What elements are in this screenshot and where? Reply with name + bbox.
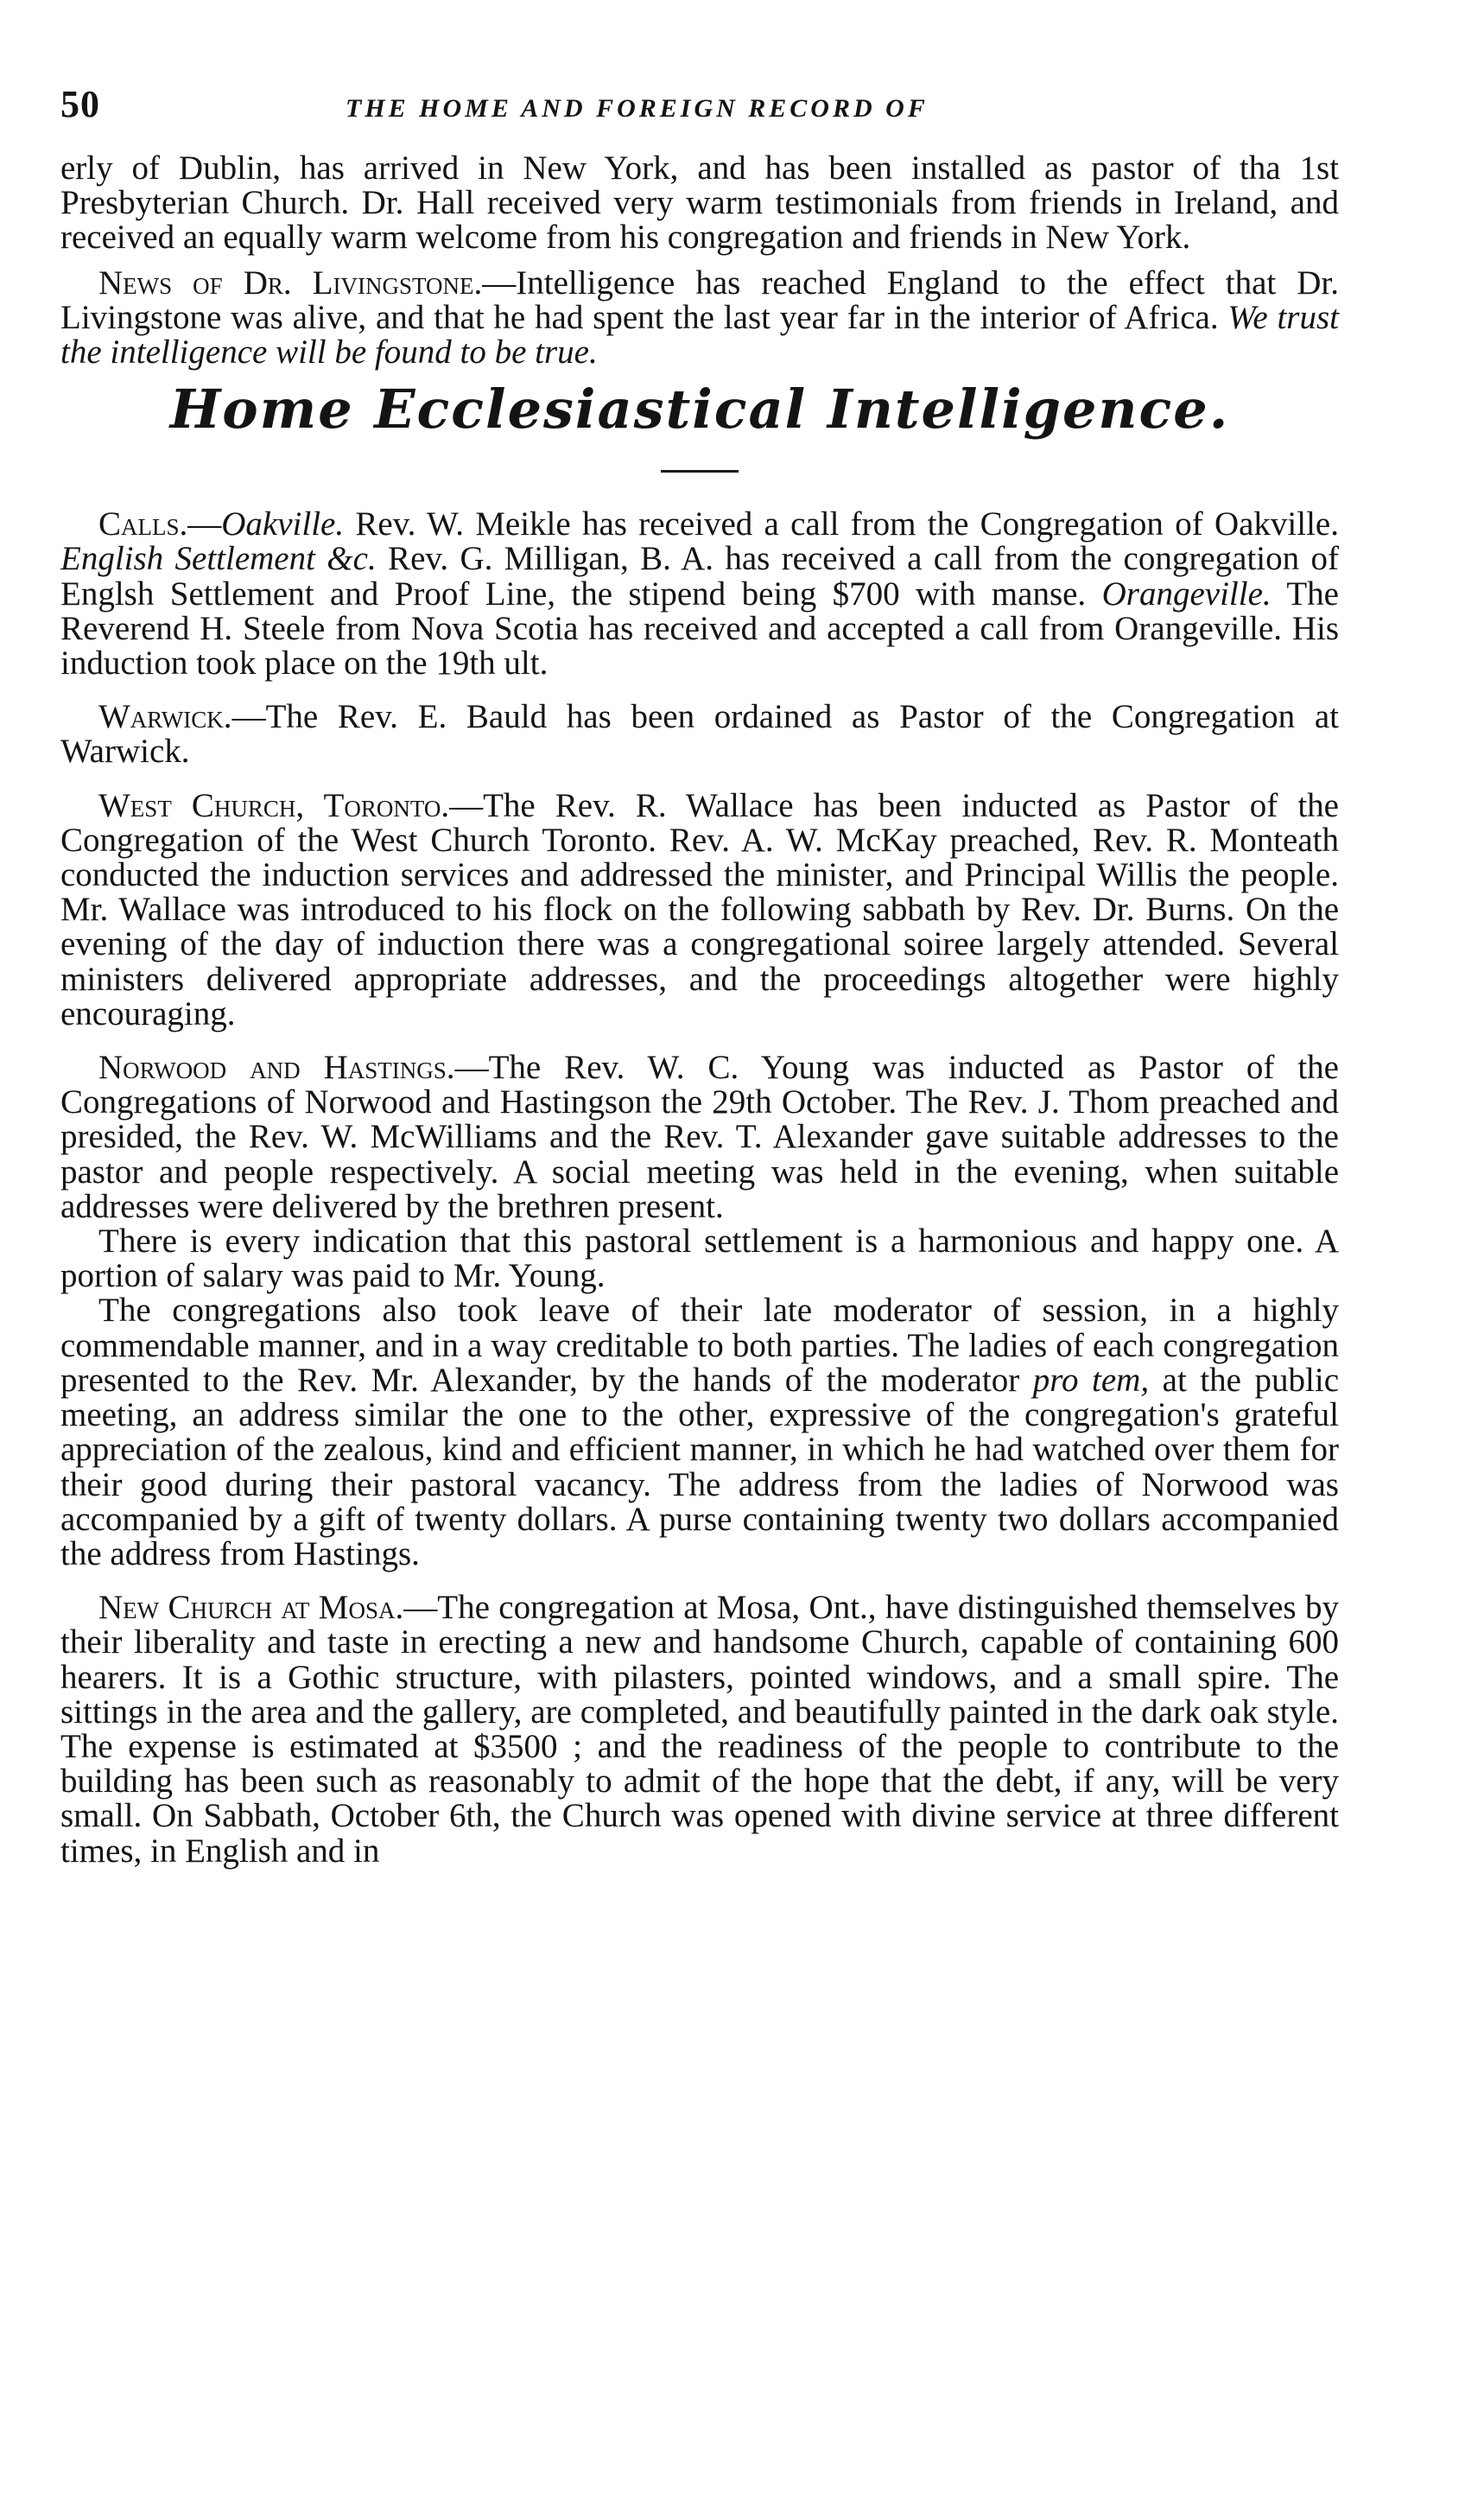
english-settlement-text: Rev. G. Milligan, B. A. has received a call from the congregation of Englsh Settlement and Proof Line, the stipend being $700 with manse. (60, 540, 1339, 613)
livingstone-lead: News of Dr. Livingstone. (98, 264, 483, 302)
pro-tem-italic: pro tem, (1032, 1361, 1150, 1399)
page-number: 50 (60, 83, 100, 125)
norwood-text: —The Rev. W. C. Young was inducted as Pastor of the Congregations of Norwood and Hastingson the 29th October. The Rev. J. Thom preached and presided, the Rev. W. McWilliams and the Rev. T. Alexander gave suitable addresses to the pastor and people respectively. A social meeting was held in the evening, when suitable addresses were delivered by the brethren present. (60, 1049, 1339, 1225)
warwick-text: —The Rev. E. Bauld has been ordained as Pastor of the Congregation at Warwick. (60, 698, 1339, 771)
orangeville-text: The Reverend H. Steele from Nova Scotia has received and accepted a call from Orangeville. His induction took place on the 19th ult. (60, 575, 1339, 683)
warwick-lead: Warwick. (98, 698, 232, 736)
norwood-paragraph-3 (60, 1293, 1339, 1572)
west-church-lead: West Church, Toronto. (98, 786, 450, 824)
livingstone-text: —Intelligence has reached England to the effect that Dr. Livingstone was alive, and that he had spent the last year far in the interior of Africa. (60, 264, 1339, 336)
heading-rule (661, 470, 739, 473)
mosa-paragraph (60, 1591, 1339, 1869)
norwood-paragraph-3-a: The congregations also took leave of their late moderator of session, in a highly commendable manner, and in a way creditable to both parties. The ladies of each congregation presented to the Rev. Mr. Alexander, by the hands of the moderator (60, 1292, 1339, 1399)
english-settlement-place: English Settlement &c. (60, 540, 377, 578)
mosa-lead: New Church at Mosa. (98, 1589, 404, 1627)
running-head (60, 82, 1339, 151)
west-church-paragraph (60, 786, 1339, 1032)
article-body (60, 151, 1339, 1869)
calls-dash: — (187, 505, 222, 543)
oakville-text: Rev. W. Meikle has received a call from the Congregation of Oakville. (344, 505, 1339, 543)
calls-paragraph (60, 507, 1339, 681)
norwood-paragraph-2: There is every indication that this pastoral settlement is a harmonious and happy one. A portion of salary was paid to Mr. Young. (60, 1223, 1339, 1295)
livingstone-paragraph (60, 266, 1339, 371)
section-heading: Home Ecclesiastical Intelligence. (169, 378, 1230, 441)
oakville-place: Oakville. (221, 505, 345, 543)
mosa-text: —The congregation at Mosa, Ont., have distinguished themselves by their liberality and taste in erecting a new and handsome Church, capable of containing 600 hearers. It is a Gothic structure, with pilasters, pointed windows, and a small spire. The sittings in the area and the gallery, are completed, and beautifully painted in the dark oak style. The expense is estimated at $3500 ; and the readiness of the people to contribute to the building has been such as reasonably to admit of the hope that the debt, if any, will be very small. On Sabbath, October 6th, the Church was opened with divine service at three different times, in English and in (60, 1589, 1339, 1870)
orangeville-place: Orangeville. (1101, 575, 1272, 613)
norwood-lead: Norwood and Hastings. (98, 1049, 455, 1087)
continuation-paragraph: erly of Dublin, has arrived in New York, and has been installed as pastor of tha 1st Presbyterian Church. Dr. Hall received very warm testimonials from friends in Ireland, and received an equally warm welcome from his congregation and friends in New York. (60, 149, 1339, 257)
west-church-text: —The Rev. R. Wallace has been inducted as Pastor of the Congregation of the West Church Toronto. Rev. A. W. McKay preached, Rev. R. Monteath conducted the induction services and addressed the minister, and Principal Willis the people. Mr. Wallace was introduced to his flock on the following sabbath by Rev. Dr. Burns. On the evening of the day of induction there was a congregational soiree largely attended. Several ministers delivered appropriate addresses, and the proceedings altogether were highly encouraging. (60, 786, 1339, 1032)
livingstone-italic: We trust the intelligence will be found to be true. (60, 298, 1339, 372)
running-title: THE HOME AND FOREIGN RECORD OF (346, 94, 929, 123)
norwood-paragraph-3-b: at the public meeting, an address similar the one to the other, expressive of the congregation's grateful appreciation of the zealous, kind and efficient manner, in which he had watched over them for their good during their pastoral vacancy. The address from the ladies of Norwood was accompanied by a gift of twenty dollars. A purse containing twenty two dollars accompanied the address from Hastings. (60, 1361, 1340, 1572)
calls-lead: Calls. (98, 505, 188, 543)
warwick-paragraph (60, 700, 1339, 769)
norwood-paragraph (60, 1051, 1339, 1224)
page (60, 82, 1339, 1869)
